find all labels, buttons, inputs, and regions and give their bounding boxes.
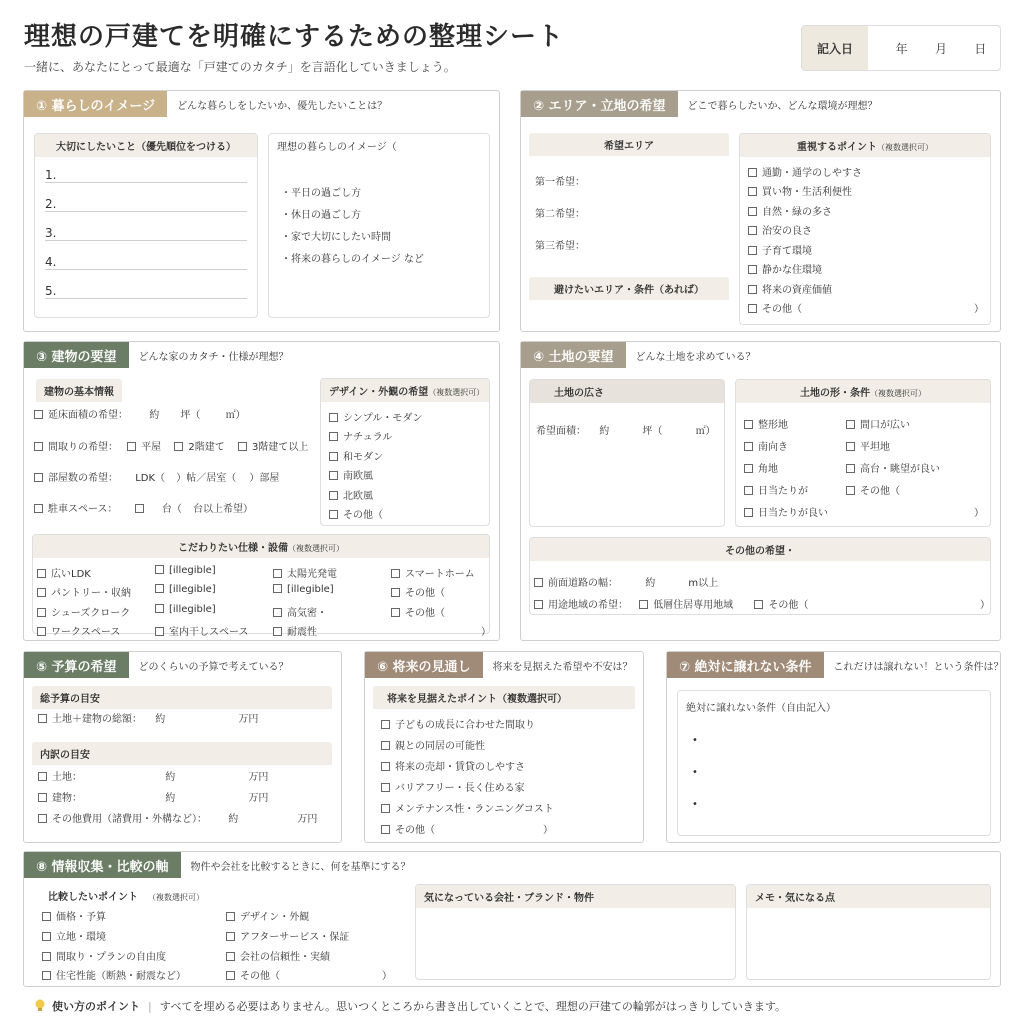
must-bullet-1: • (692, 735, 698, 746)
point-asset[interactable]: 将来の資産価値 (748, 281, 832, 296)
avoid-title: 避けたいエリア・条件（あれば） (529, 277, 729, 300)
choice-3[interactable]: 第三希望： (535, 241, 585, 252)
lifestyle-image-card[interactable] (268, 133, 490, 318)
usage-tip: 使い方のポイント | すべてを埋める必要はありません。思いつくところから書き出していくことで、理想の戸建ての輪郭がはっきりしていきます。 (34, 998, 786, 1014)
design-card (320, 378, 490, 526)
section-description: 物件や会社を比較するときに、何を基準にする？ (190, 861, 411, 873)
spec-c1-2[interactable]: シューズクローク (37, 604, 130, 619)
land-size-row[interactable]: 希望面積： 約 坪（ ㎡） (536, 426, 716, 437)
shape-close: ） (974, 508, 984, 519)
detail-budget-title: 内訳の目安 (32, 742, 332, 765)
points-card (739, 133, 991, 325)
must-have-card[interactable] (677, 690, 991, 836)
future-item-3[interactable]: バリアフリー・長く住める家 (381, 779, 525, 794)
tip-text: すべてを埋める必要はありません。思いつくところから書き出していくことで、理想の戸建ての輪郭がはっきりしていきます。 (159, 1000, 787, 1013)
spec-c1-1[interactable]: パントリー・収納 (37, 584, 131, 599)
compare-title: 比較したいポイント （複数選択可） (48, 892, 204, 903)
land-shape-title: 土地の形・条件（複数選択可） (736, 380, 990, 403)
page-subtitle: 一緒に、あなたにとって最適な「戸建てのカタチ」を言語化していきましょう。 (24, 60, 456, 74)
spec-c2-1[interactable]: [illegible] (155, 584, 216, 595)
tip-label: 使い方のポイント (52, 1000, 140, 1013)
bullet-time: ・家で大切にしたい時間 (281, 232, 391, 243)
design-natural[interactable]: ナチュラル (329, 428, 392, 443)
shape-c1-0[interactable]: 整形地 (744, 416, 788, 431)
priority-line-4[interactable]: 4. (45, 255, 247, 270)
spec-c3-1[interactable]: [illegible] (273, 584, 334, 595)
point-nature[interactable]: 自然・緑の多さ (748, 203, 832, 218)
compare-c2-2[interactable]: 会社の信頼性・実績 (226, 948, 330, 963)
spec-title: こだわりたい仕様・設備（複数選択可） (33, 535, 489, 558)
shape-c1-2[interactable]: 角地 (744, 460, 778, 475)
design-southern[interactable]: 南欧風 (329, 467, 373, 482)
spec-c4-2[interactable]: その他（ (391, 604, 445, 619)
compare-c1-0[interactable]: 価格・予算 (42, 908, 106, 923)
design-other[interactable]: その他（ (329, 506, 383, 521)
date-box (801, 25, 1001, 71)
section-budget (23, 651, 342, 843)
design-title: デザイン・外観の希望（複数選択可） (321, 379, 489, 402)
total-budget-row[interactable]: 土地＋建物の総額： 約 万円 (38, 710, 258, 725)
spec-c2-0[interactable]: [illegible] (155, 565, 216, 576)
rooms-row[interactable]: 部屋数の希望： LDK（ ）帖／居室（ ）部屋 (34, 469, 279, 484)
future-item-5[interactable]: その他（ (381, 821, 435, 836)
choice-2[interactable]: 第二希望： (535, 209, 585, 220)
priority-card (34, 133, 258, 318)
points-title: 重視するポイント（複数選択可） (740, 134, 990, 157)
floor-area-row[interactable]: 延床面積の希望： 約 坪（ ㎡） (34, 406, 246, 421)
priority-line-3[interactable]: 3. (45, 226, 247, 241)
spec-c3-3[interactable]: 耐震性 (273, 623, 317, 638)
design-japanese[interactable]: 和モダン (329, 448, 383, 463)
future-title: 将来を見据えたポイント（複数選択可） (373, 686, 635, 709)
future-close: ） (543, 825, 553, 836)
section-badge: ⑦ 絶対に譲れない条件 (667, 652, 824, 678)
detail-building-row[interactable]: 建物： 約 万円 (38, 789, 268, 804)
section-future (364, 651, 644, 843)
spec-c4-1[interactable]: その他（ (391, 584, 445, 599)
point-other-close: ） (974, 304, 984, 315)
section-badge: ① 暮らしのイメージ (24, 91, 167, 117)
section-badge: ④ 土地の要望 (521, 342, 626, 368)
spec-c4-0[interactable]: スマートホーム (391, 565, 475, 580)
shape-c1-1[interactable]: 南向き (744, 438, 788, 453)
shape-c2-1[interactable]: 平坦地 (846, 438, 890, 453)
design-simple[interactable]: シンプル・モダン (329, 409, 422, 424)
bullet-holiday: ・休日の過ごし方 (281, 210, 361, 221)
area-card (529, 133, 729, 319)
must-have-title: 絶対に譲れない条件（自由記入） (686, 703, 836, 714)
date-field[interactable] (868, 40, 1000, 57)
section-badge: ⑥ 将来の見通し (365, 652, 483, 678)
point-safety[interactable]: 治安の良さ (748, 222, 812, 237)
must-bullet-2: • (692, 767, 698, 778)
compare-close: ） (382, 971, 392, 982)
compare-c1-2[interactable]: 間取り・プランの自由度 (42, 948, 166, 963)
point-commute[interactable]: 通勤・通学のしやすさ (748, 164, 862, 179)
spec-c3-2[interactable]: 高気密・ (273, 604, 327, 619)
area-title: 希望エリア (529, 133, 729, 156)
compare-c2-3[interactable]: その他（ (226, 967, 280, 982)
section-badge: ③ 建物の要望 (24, 342, 129, 368)
section-badge: ② エリア・立地の希望 (521, 91, 678, 117)
land-other-card (529, 537, 991, 615)
section-building (23, 341, 500, 641)
land-size-card (529, 379, 725, 527)
section-must-have (666, 651, 1004, 843)
lightbulb-icon (34, 999, 46, 1013)
basic-title: 建物の基本情報 (36, 379, 122, 402)
spec-c2-3[interactable]: 室内干しスペース (155, 623, 249, 638)
compare-c1-1[interactable]: 立地・環境 (42, 928, 106, 943)
priority-line-2[interactable]: 2. (45, 197, 247, 212)
total-budget-title: 総予算の目安 (32, 686, 332, 709)
point-shopping[interactable]: 買い物・生活利便性 (748, 183, 852, 198)
detail-land-row[interactable]: 土地： 約 万円 (38, 768, 268, 783)
bullet-weekday: ・平日の過ごし方 (281, 188, 361, 199)
spec-card (32, 534, 491, 638)
companies-title: 気になっている会社・ブランド・物件 (416, 885, 735, 908)
road-width-row[interactable]: 前面道路の幅： 約 m以上 (534, 574, 718, 589)
section-description: どこで暮らしたいか、どんな環境が理想？ (687, 100, 878, 112)
spec-c3-0[interactable]: 太陽光発電 (273, 565, 337, 580)
compare-c2-0[interactable]: デザイン・外観 (226, 908, 309, 923)
companies-card[interactable] (415, 884, 736, 980)
memo-card[interactable] (746, 884, 991, 980)
future-item-1[interactable]: 親との同居の可能性 (381, 737, 485, 752)
future-item-2[interactable]: 将来の売却・賃貸のしやすさ (381, 758, 525, 773)
point-other[interactable]: その他（ (748, 300, 802, 315)
point-quiet[interactable]: 静かな住環境 (748, 261, 822, 276)
land-other-title: その他の希望・ (530, 538, 990, 561)
memo-title: メモ・気になる点 (747, 885, 990, 908)
bullet-future: ・将来の暮らしのイメージ など (281, 254, 424, 265)
section-description: どんな土地を求めている？ (635, 351, 756, 363)
spec-close: ） (481, 627, 491, 638)
section-lifestyle (23, 90, 500, 332)
detail-other-row[interactable]: その他費用（諸費用・外構など）： 約 万円 (38, 810, 317, 825)
must-bullet-3: • (692, 799, 698, 810)
section-description: 将来を見据えた希望や不安は？ (492, 661, 633, 673)
date-label: 記入日 (802, 26, 868, 70)
land-shape-card (735, 379, 991, 527)
compare-c2-1[interactable]: アフターサービス・保証 (226, 928, 349, 943)
section-land (520, 341, 1001, 641)
shape-c2-3[interactable]: その他（ (846, 482, 900, 497)
date-day: 日 (974, 41, 987, 56)
lifestyle-image-title: 理想の暮らしのイメージ（ (277, 142, 397, 153)
section-area (520, 90, 1001, 332)
future-item-0[interactable]: 子どもの成長に合わせた間取り (381, 716, 535, 731)
point-childcare[interactable]: 子育て環境 (748, 242, 812, 257)
spec-c1-3[interactable]: ワークスペース (37, 623, 120, 638)
design-nordic[interactable]: 北欧風 (329, 487, 373, 502)
date-month: 月 (934, 41, 947, 56)
land-size-title: 土地の広さ (530, 380, 724, 403)
spec-c2-2[interactable]: [illegible] (155, 604, 216, 615)
layout-row[interactable]: 間取りの希望： 平屋 2階建て 3階建て以上 (34, 438, 308, 453)
shape-c2-2[interactable]: 高台・眺望が良い (846, 460, 940, 475)
priority-title: 大切にしたいこと（優先順位をつける） (35, 134, 257, 157)
shape-c1-3[interactable]: 日当たりが (744, 482, 808, 497)
zoning-row[interactable]: 用途地域の希望： 低層住居専用地域 その他（ (534, 596, 808, 611)
shape-c1-4[interactable]: 日当たりが良い (744, 504, 828, 519)
section-badge: ⑧ 情報収集・比較の軸 (24, 852, 181, 878)
section-description: どんな暮らしをしたいか、優先したいことは？ (177, 100, 388, 112)
future-item-4[interactable]: メンテナンス性・ランニングコスト (381, 800, 554, 815)
date-year: 年 (895, 41, 908, 56)
section-description: どんな家のカタチ・仕様が理想？ (138, 351, 289, 363)
shape-c2-0[interactable]: 間口が広い (846, 416, 910, 431)
section-badge: ⑤ 予算の希望 (24, 652, 129, 678)
section-compare (23, 851, 1001, 987)
priority-line-5[interactable]: 5. (45, 284, 247, 299)
section-description: どのくらいの予算で考えている？ (138, 661, 289, 673)
parking-row[interactable]: 駐車スペース： 台（ 台以上希望） (34, 500, 253, 515)
section-description: これだけは譲れない！という条件は？ (833, 661, 1004, 673)
zoning-close: ） (980, 600, 990, 611)
priority-line-1[interactable]: 1. (45, 168, 247, 183)
spec-c1-0[interactable]: 広いLDK (37, 565, 91, 580)
compare-c1-3[interactable]: 住宅性能（断熱・耐震など） (42, 967, 186, 982)
choice-1[interactable]: 第一希望： (535, 177, 585, 188)
page-title: 理想の戸建てを明確にするための整理シート (24, 22, 565, 52)
